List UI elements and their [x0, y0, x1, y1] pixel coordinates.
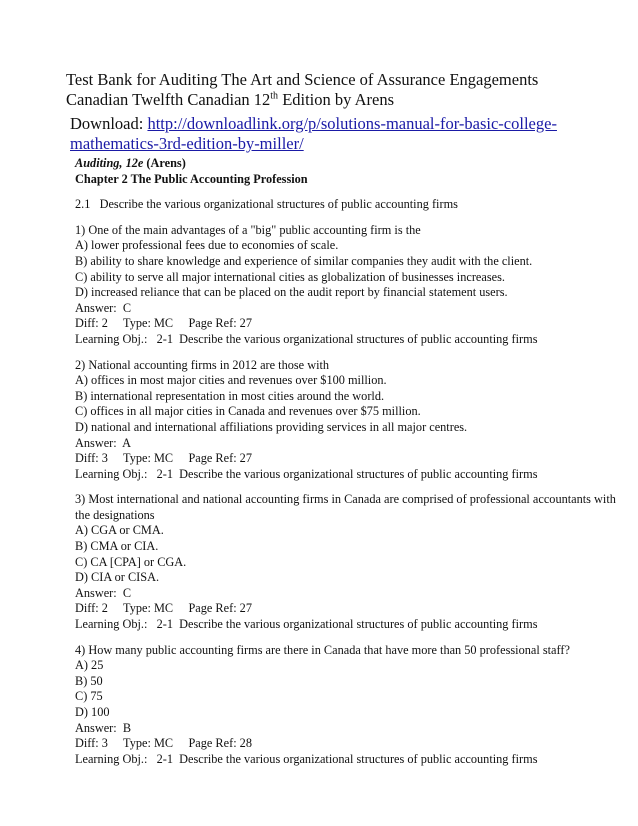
answer-option: D) national and international affiliations providing services in all major centres. [75, 419, 468, 434]
book-heading [75, 156, 631, 172]
question-meta: Diff: 3 Type: MC Page Ref: 27 [75, 451, 252, 466]
title-superscript: th [270, 90, 279, 102]
answer-option: D) increased reliance that can be placed on the audit report by financial statement users. [75, 285, 508, 300]
title-line-2 [66, 90, 626, 110]
section-heading: 2.1 Describe the various organizational structures of public accounting firms [75, 197, 458, 212]
document-title [66, 70, 626, 110]
correct-answer: Answer: C [75, 585, 132, 600]
learning-objective: Learning Obj.: 2-1 Describe the various organizational structures of public accounting firms [75, 466, 538, 481]
download-link[interactable]: http://downloadlink.org/p/solutions-manual-for-basic-college-mathematics-3rd-edition-by-miller/ [70, 114, 557, 153]
question-stem: 2) National accounting firms in 2012 are those with [75, 357, 330, 372]
question-1 [75, 223, 631, 348]
question-meta: Diff: 2 Type: MC Page Ref: 27 [75, 316, 252, 331]
question-2 [75, 358, 631, 483]
learning-objective: Learning Obj.: 2-1 Describe the various organizational structures of public accounting firms [75, 617, 538, 632]
answer-option: B) international representation in most cities around the world. [75, 388, 385, 403]
title-line-1: Test Bank for Auditing The Art and Science of Assurance Engagements [66, 70, 539, 89]
answer-option: A) 25 [75, 658, 104, 673]
question-stem: 3) Most international and national accounting firms in Canada are comprised of professional accountants with the designations [75, 492, 616, 522]
answer-option: C) ability to serve all major international cities as globalization of businesses increases. [75, 269, 505, 284]
learning-objective: Learning Obj.: 2-1 Describe the various organizational structures of public accounting firms [75, 331, 538, 346]
answer-option: C) CA [CPA] or CGA. [75, 554, 187, 569]
answer-option: A) CGA or CMA. [75, 523, 164, 538]
title-line-2-text: Canadian Twelfth Canadian 12 [66, 90, 271, 109]
question-4 [75, 643, 631, 768]
answer-option: C) 75 [75, 689, 103, 704]
question-meta: Diff: 2 Type: MC Page Ref: 27 [75, 601, 252, 616]
answer-option: A) lower professional fees due to economies of scale. [75, 238, 339, 253]
question-stem: 1) One of the main advantages of a "big" public accounting firm is the [75, 222, 421, 237]
correct-answer: Answer: A [75, 435, 132, 450]
question-meta: Diff: 3 Type: MC Page Ref: 28 [75, 736, 252, 751]
book-author: (Arens) [143, 156, 186, 170]
test-bank-body [75, 156, 631, 767]
correct-answer: Answer: C [75, 300, 132, 315]
question-stem: 4) How many public accounting firms are there in Canada that have more than 50 professional staff? [75, 642, 570, 657]
download-label: Download: [70, 114, 148, 133]
learning-objective: Learning Obj.: 2-1 Describe the various organizational structures of public accounting firms [75, 751, 538, 766]
answer-option: C) offices in all major cities in Canada and revenues over $75 million. [75, 404, 421, 419]
answer-option: D) 100 [75, 705, 110, 719]
download-block [70, 114, 630, 154]
title-line-2-end: Edition by Arens [278, 90, 395, 109]
answer-option: D) CIA or CISA. [75, 570, 160, 585]
question-3 [75, 492, 631, 632]
chapter-heading: Chapter 2 The Public Accounting Profession [75, 171, 308, 186]
book-title: Auditing, 12e [75, 156, 144, 170]
correct-answer: Answer: B [75, 720, 132, 735]
answer-option: A) offices in most major cities and revenues over $100 million. [75, 373, 387, 388]
answer-option: B) ability to share knowledge and experience of similar companies they audit with the client. [75, 253, 533, 268]
answer-option: B) CMA or CIA. [75, 539, 159, 554]
answer-option: B) 50 [75, 673, 103, 688]
